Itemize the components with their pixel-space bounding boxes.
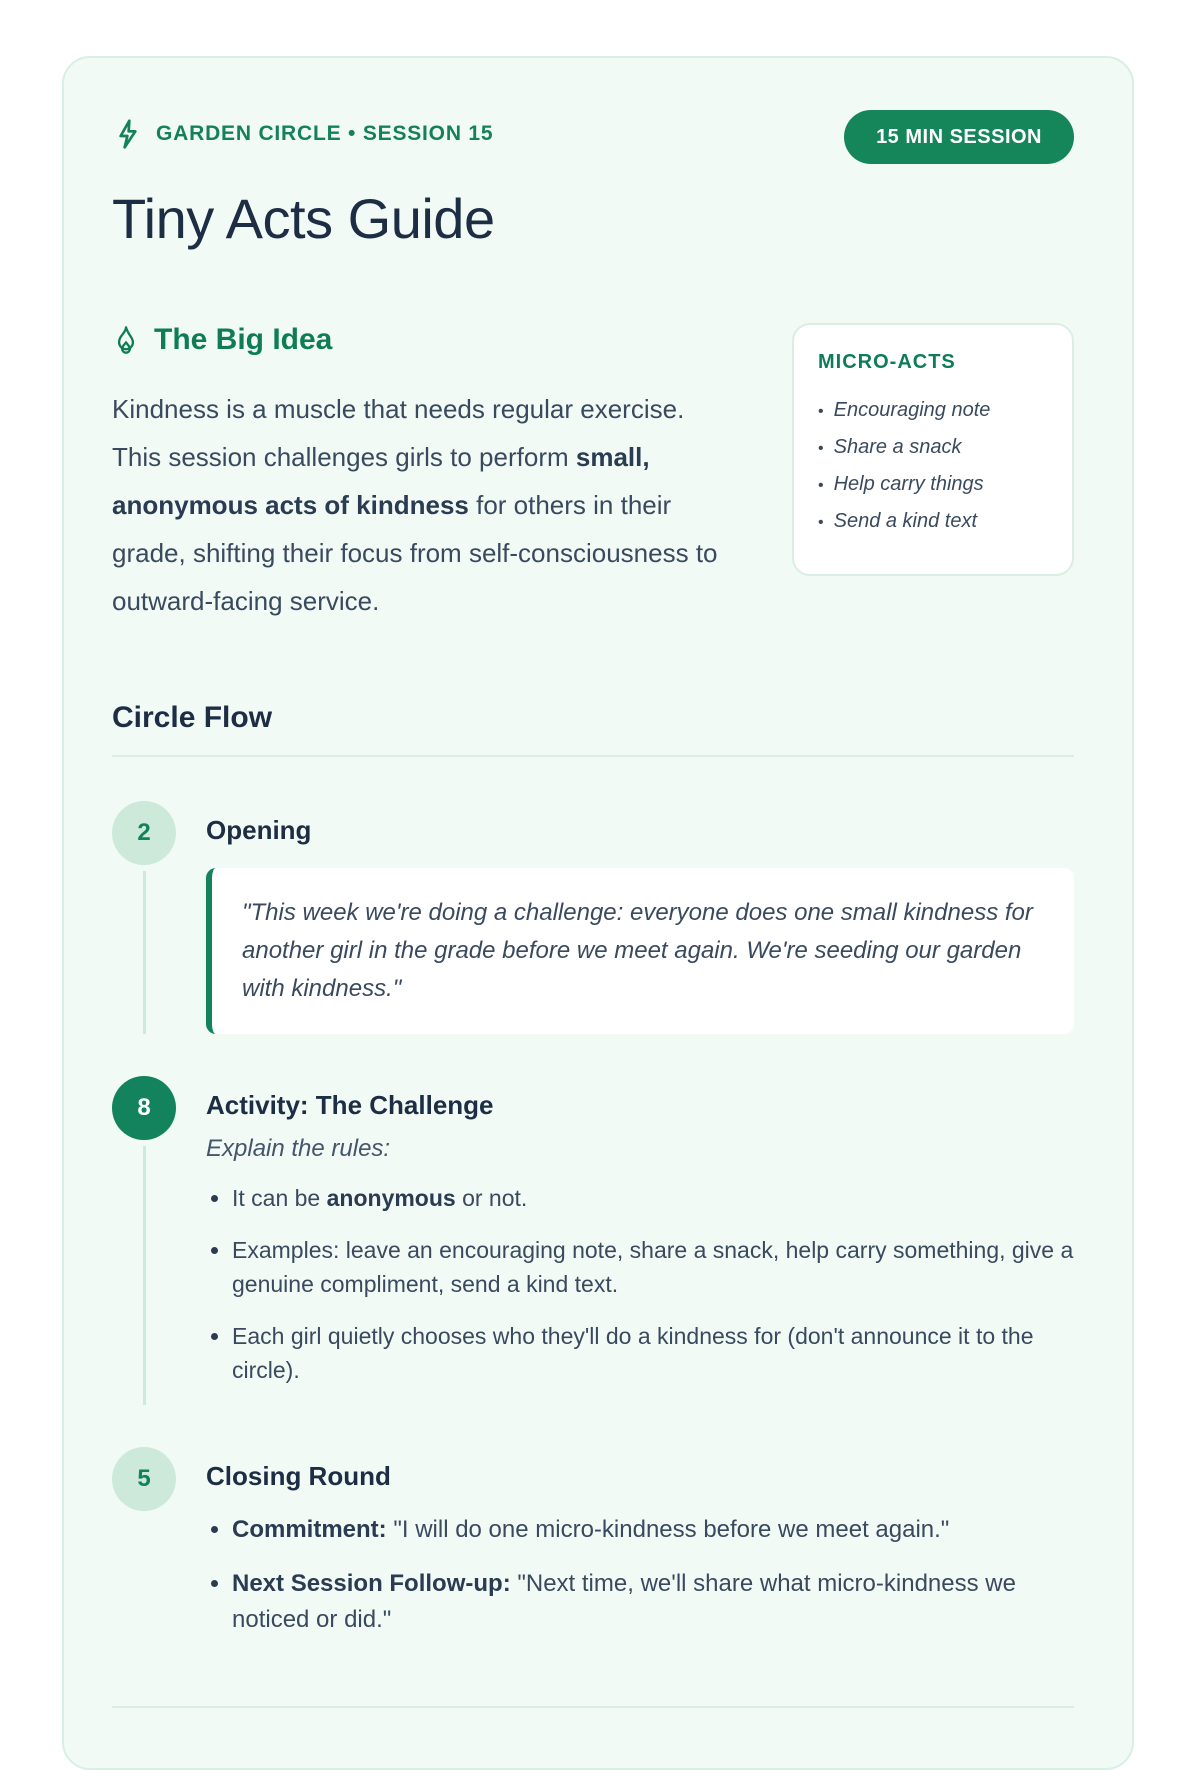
big-idea-text-pre: Kindness is a muscle that needs regular exercise. This session challenges girls to perform [112, 394, 685, 472]
bullet-dot-icon: • [818, 403, 824, 420]
session-duration-badge: 15 MIN SESSION [844, 110, 1074, 164]
activity-rules-list [206, 1181, 1074, 1387]
session-guide-card [62, 56, 1134, 1770]
bullet-dot-icon: • [818, 514, 824, 531]
bullet-text: It can be [232, 1185, 327, 1211]
flame-icon [112, 325, 140, 355]
header [112, 110, 1074, 164]
timeline-rail [112, 1076, 176, 1405]
big-idea-heading-label: The Big Idea [154, 323, 333, 356]
step-title: Activity: The Challenge [206, 1090, 494, 1120]
step-number-badge: 5 [112, 1447, 176, 1511]
micro-acts-list [818, 392, 1048, 540]
list-item [818, 429, 1048, 466]
list-item [818, 392, 1048, 429]
big-idea-section [112, 323, 1074, 625]
divider [112, 755, 1074, 757]
eyebrow [112, 118, 493, 150]
step-closing [112, 1447, 1074, 1656]
bullet-text: "I will do one micro-kindness before we meet again." [386, 1516, 950, 1543]
bullet-bold: Commitment: [232, 1516, 387, 1543]
micro-act-label: Share a snack [833, 436, 962, 458]
step-title: Opening [206, 815, 312, 845]
script-quote: "This week we're doing a challenge: everyone does one small kindness for another girl in the grade before we meet again. We're seeding our garden with kindness." [206, 868, 1074, 1034]
bullet-text: Examples: leave an encouraging note, share a snack, help carry something, give a genuine compliment, send a kind text. [232, 1237, 1074, 1297]
list-item [232, 1233, 1074, 1301]
step-subtitle: Explain the rules: [206, 1135, 391, 1162]
bullet-text: "Next time, we'll share what micro-kindness we noticed or did." [232, 1570, 1016, 1633]
bullet-bold: Next Session Follow-up: [232, 1570, 511, 1597]
list-item [818, 466, 1048, 503]
timeline-connector [143, 1146, 146, 1405]
big-idea-heading [112, 323, 734, 357]
step-opening [112, 801, 1074, 1034]
bullet-bold: anonymous [326, 1185, 456, 1211]
step-activity [112, 1076, 1074, 1405]
list-item [232, 1512, 1074, 1548]
big-idea-column [112, 323, 734, 625]
timeline-rail [112, 801, 176, 1034]
step-number-badge: 2 [112, 801, 176, 865]
bullet-text: or not. [455, 1185, 528, 1211]
timeline-connector [143, 871, 146, 1034]
bullet-dot-icon: • [818, 477, 824, 494]
page-title: Tiny Acts Guide [112, 187, 495, 250]
list-item [818, 503, 1048, 540]
step-body [206, 1076, 1074, 1405]
micro-acts-card [792, 323, 1074, 576]
list-item [232, 1566, 1074, 1638]
lightning-bolt-icon [112, 118, 144, 150]
bullet-text: Each girl quietly chooses who they'll do a kindness for (don't announce it to the circle). [232, 1323, 1034, 1383]
step-title: Closing Round [206, 1461, 391, 1491]
micro-act-label: Help carry things [833, 473, 984, 495]
list-item [232, 1181, 1074, 1215]
bullet-dot-icon: • [818, 440, 824, 457]
circle-flow-timeline [112, 801, 1074, 1656]
big-idea-text-post: for others in their grade, shifting their focus from self-consciousness to outward-facing service. [112, 490, 718, 616]
circle-flow-heading: Circle Flow [112, 701, 273, 734]
timeline-rail [112, 1447, 176, 1656]
step-body [206, 801, 1074, 1034]
micro-act-label: Send a kind text [833, 510, 978, 532]
big-idea-text-bold: small, anonymous acts of kindness [112, 442, 650, 520]
divider [112, 1706, 1074, 1708]
closing-round-list [206, 1512, 1074, 1638]
step-number-badge: 8 [112, 1076, 176, 1140]
list-item [232, 1319, 1074, 1387]
micro-acts-heading: MICRO-ACTS [818, 351, 956, 373]
step-body [206, 1447, 1074, 1656]
big-idea-paragraph [112, 385, 734, 625]
micro-act-label: Encouraging note [833, 399, 991, 421]
eyebrow-label: GARDEN CIRCLE • SESSION 15 [156, 122, 494, 145]
